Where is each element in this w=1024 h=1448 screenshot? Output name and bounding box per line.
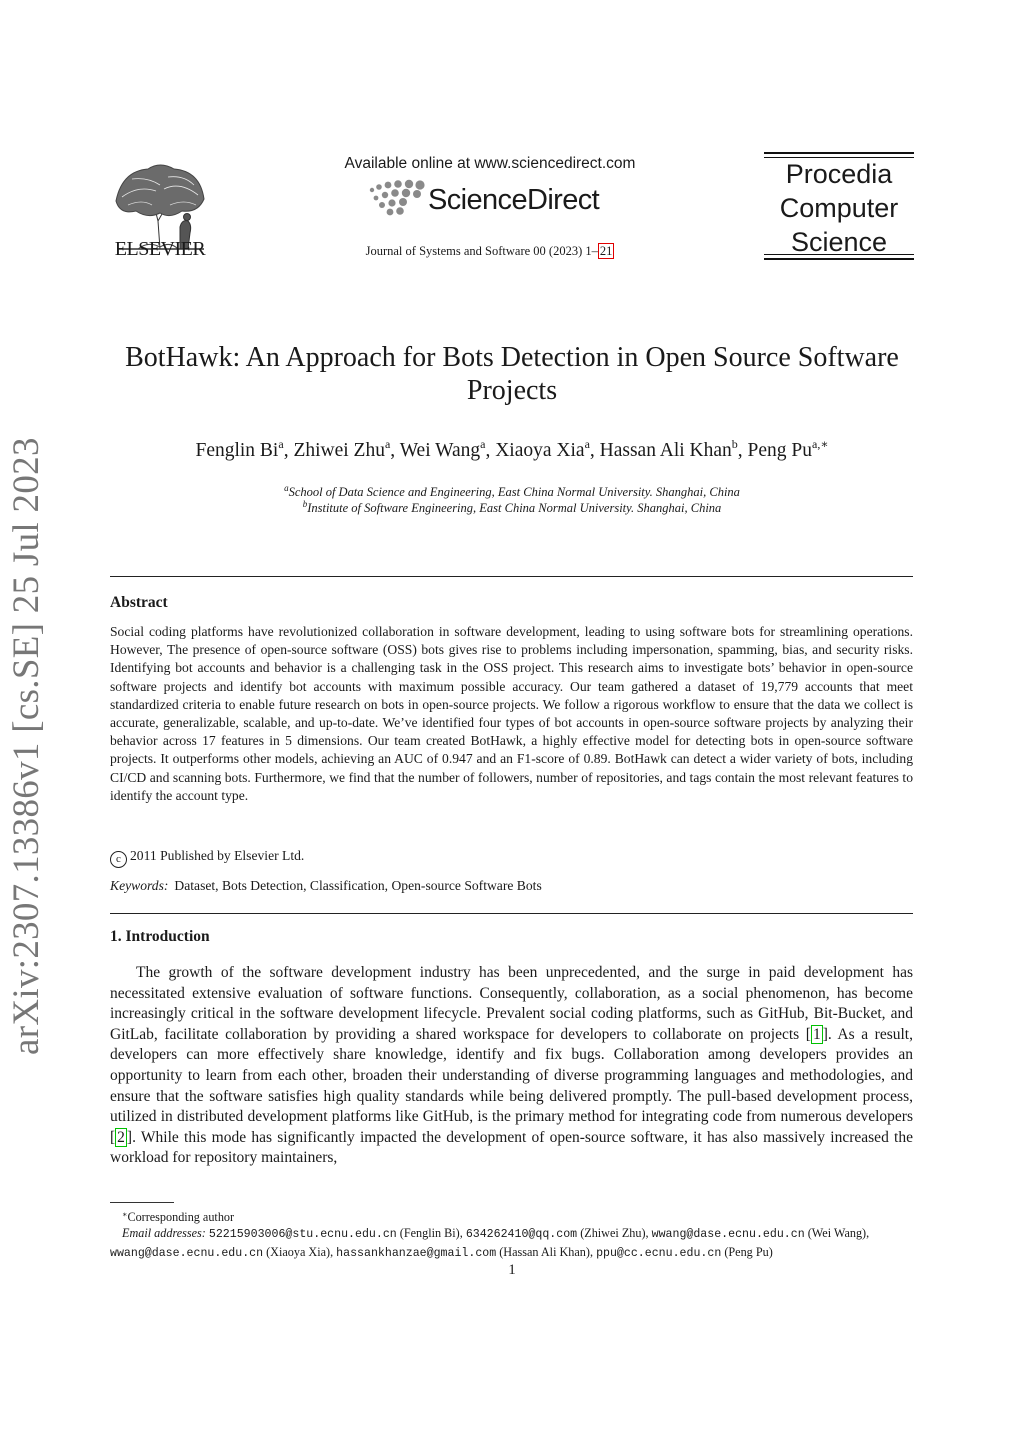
affiliation-text: Institute of Software Engineering, East China Normal University. Shanghai, China [307,501,722,515]
journal-name-box [764,152,914,260]
email-owner: (Peng Pu) [724,1244,773,1259]
journal-last-page-link[interactable]: 21 [599,244,613,258]
copyright-icon: c [110,851,127,868]
affiliation-b [112,500,912,516]
corresponding-author-text: Corresponding author [127,1210,235,1224]
email-link[interactable]: 634262410@qq.com [465,1228,578,1242]
email-owner: (Hassan Ali Khan), [499,1244,594,1259]
footnotes [110,1209,913,1262]
keywords-label: Keywords: [110,878,169,893]
keywords-line [110,878,542,894]
author-affil-mark: a [384,437,391,451]
email-owner: (Fenglin Bi), [399,1226,463,1241]
author-name: Zhiwei Zhu [293,440,385,461]
intro-text-3: ]. While this mode has significantly impacted the development of open-source software, it has also massively increased the workload for repository maintainers, [110,1128,913,1167]
affiliations [112,484,912,516]
email-link[interactable]: hassankhanzae@gmail.com [336,1246,497,1260]
author-affil-mark: a,∗ [812,437,829,451]
footnote-rule [110,1202,174,1203]
available-online-text: Available online at www.sciencedirect.com [344,155,636,172]
author-list: Fenglin Bi$^a$, Zhiwei Zhu$^a$, Wei Wang$^a$, Xiaoya Xia$^a$, Hassan Ali Khan$^b$, Peng $Pu^{a,∗}$ [195,437,829,461]
page-number: 1 [508,1262,516,1278]
journal-name-line-3: Science [790,227,888,257]
author-name: Xiaoya Xia [495,440,585,461]
author-name: Hassan Ali Khan [599,440,732,461]
divider-top [110,576,913,577]
keywords-text: Dataset, Bots Detection, Classification, Open-source Software Bots [174,878,542,893]
elsevier-wordmark: ELSEVIER [114,238,206,260]
author-name: Wei Wang [399,440,481,461]
intro-text-2: ]. As a result, developers can more effectively share knowledge, identify and fix bugs. Collaboration among developers provides an opportunity to learn from each other, broaden their understanding of diverse programming languages and methodologies, and ensure that the software satisfies high quality standards while being delivered promptly. The pull-based development process, utilized in distributed development platforms like GitHub, is the primary method for integrating code from numerous developers [ [110,1025,913,1146]
email-link[interactable]: wwang@dase.ecnu.edu.cn [651,1228,805,1242]
affiliation-text: School of Data Science and Engineering, East China Normal University. Shanghai, China [288,485,740,499]
divider-bottom [110,913,913,914]
footnote-mark: ∗ [122,1210,128,1219]
introduction-paragraph [110,963,913,1169]
author-affil-mark: a [278,437,284,451]
copyright-text: 2011 Published by Elsevier Ltd. [130,848,305,863]
corresponding-author-note [110,1209,913,1225]
email-owner: (Wei Wang), [807,1226,870,1241]
section-heading-introduction: 1. Introduction [110,928,210,945]
affiliation-a [112,484,912,500]
arxiv-identifier-stamp: arXiv:2307.13386v1 [cs.SE] 25 Jul 2023 [6,437,47,1055]
email-link[interactable]: 52215903006@stu.ecnu.edu.cn [208,1228,397,1242]
author-affil-mark: b [731,437,738,451]
email-addresses-note [110,1225,913,1262]
abstract-body: Social coding platforms have revolutionized collaboration in software development, leading to using software bots for streamlining operations. However, The presence of open-source software (OSS) bots gives rise to problems including impersonation, spamming, bias, and security risks. Identifying bot accounts and behavior is a challenging task in the OSS project. This research aims to investigate bots’ behavior in open-source software projects and identify bot accounts with maximum possible accuracy. Our team gathered a dataset of 19,779 accounts that meet standardized criteria to enable future research on bots in open-source projects. We follow a rigorous workflow to ensure that the data we collect is accurate, generalizable, scalable, and up-to-date. We’ve identified four types of bot accounts in open-source software projects by analyzing their behavior across 17 features in 5 dimensions. Our team created BotHawk, a highly effective model for detecting bots in open-source software projects. It outperforms other models, achieving an AUC of 0.947 and an F1-score of 0.89. BotHawk can detect a wider variety of bots, including CI/CD and scanning bots. Furthermore, we find that the number of followers, number of repositories, and tags contain the most relevant features to identify the account type. [110,624,913,803]
author-affil-mark: a [584,437,590,451]
citation-link-2[interactable]: 2 [117,1128,125,1146]
paper-title: BotHawk: An Approach for Bots Detection in Open Source Software Projects [125,342,899,406]
journal-citation-text: Journal of Systems and Software 00 (2023) 1– [365,244,598,258]
journal-name-line-2: Computer [779,193,899,223]
affiliation-key: b [302,499,308,509]
email-owner: (Xiaoya Xia), [266,1244,334,1259]
affiliation-key: a [284,483,289,493]
author-name: Peng Pu [747,440,813,461]
journal-citation-line [300,244,680,259]
author-affil-mark: a [480,437,486,451]
journal-name-line-1: Procedia [785,159,893,189]
author-name: Fenglin Bi [195,440,279,461]
sciencedirect-wordmark: ScienceDirect [428,184,600,216]
intro-text-1: The growth of the software development industry has been unprecedented, and the surge in paid development has necessitated extensive evaluation of software functions. Consequently, collaboration, as a social phenomenon, has become increasingly critical in the software development lifecycle. Prevalent social coding platforms, such as GitHub, Bit-Bucket, and GitLab, facilitate collaboration by providing a shared workspace for developers to collaborate on projects [ [110,964,913,1043]
abstract-heading: Abstract [110,594,168,611]
email-link[interactable]: ppu@cc.ecnu.edu.cn [596,1246,722,1260]
citation-link-1[interactable]: 1 [812,1025,821,1043]
copyright-line [110,848,304,868]
email-link[interactable]: wwang@dase.ecnu.edu.cn [110,1246,264,1260]
sciencedirect-dots-icon [366,178,428,218]
email-owner: (Zhiwei Zhu), [580,1226,649,1241]
email-label: Email addresses: [122,1226,206,1241]
